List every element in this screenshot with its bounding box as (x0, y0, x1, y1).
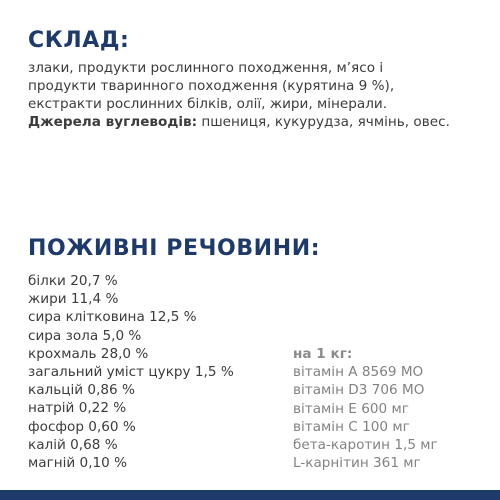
carbohydrate-sources-label: Джерела вуглеводів: (28, 114, 198, 130)
per-kg-label: на 1 кг: (293, 346, 353, 362)
vitamin-item: вітамін D3 706 МО (293, 382, 425, 399)
nutrient-item: калій 0,68 % (28, 436, 118, 453)
composition-text (28, 59, 490, 131)
nutrient-item: сира клітковина 12,5 % (28, 309, 197, 326)
nutrient-item: крохмаль 28,0 % (28, 345, 149, 362)
nutrient-item: сира зола 5,0 % (28, 327, 142, 344)
composition-line: продукти тваринного походження (курятина 9 %), (28, 78, 395, 94)
nutrients-heading: ПОЖИВНІ РЕЧОВИНИ: (28, 236, 321, 261)
vitamin-item: вітамін Е 600 мг (293, 400, 409, 417)
nutrient-item: кальцій 0,86 % (28, 382, 135, 399)
composition-line: злаки, продукти рослинного походження, м’ясо і (28, 60, 384, 76)
nutrient-item: загальний уміст цукру 1,5 % (28, 364, 234, 381)
nutrients-list (28, 272, 234, 472)
composition-heading: СКЛАД: (28, 28, 130, 53)
bottom-bar (0, 490, 500, 500)
composition-line: екстракти рослинних білків, олії, жири, мінерали. (28, 96, 388, 112)
vitamin-item: вітамін С 100 мг (293, 418, 410, 435)
nutrient-item: натрій 0,22 % (28, 400, 127, 417)
vitamin-item: L-карнітин 361 мг (293, 455, 421, 472)
vitamin-item: вітамін А 8569 МО (293, 364, 424, 381)
nutrient-item: магній 0,10 % (28, 455, 128, 472)
nutrient-item: жири 11,4 % (28, 291, 119, 308)
nutrient-item: білки 20,7 % (28, 273, 118, 289)
carbohydrate-sources (28, 113, 490, 131)
nutrient-item: фосфор 0,60 % (28, 418, 136, 435)
vitamins-list (293, 345, 438, 472)
vitamin-item: бета-каротин 1,5 мг (293, 437, 438, 454)
carbohydrate-sources-value: пшениця, кукурудза, ячмінь, овес. (197, 114, 450, 130)
